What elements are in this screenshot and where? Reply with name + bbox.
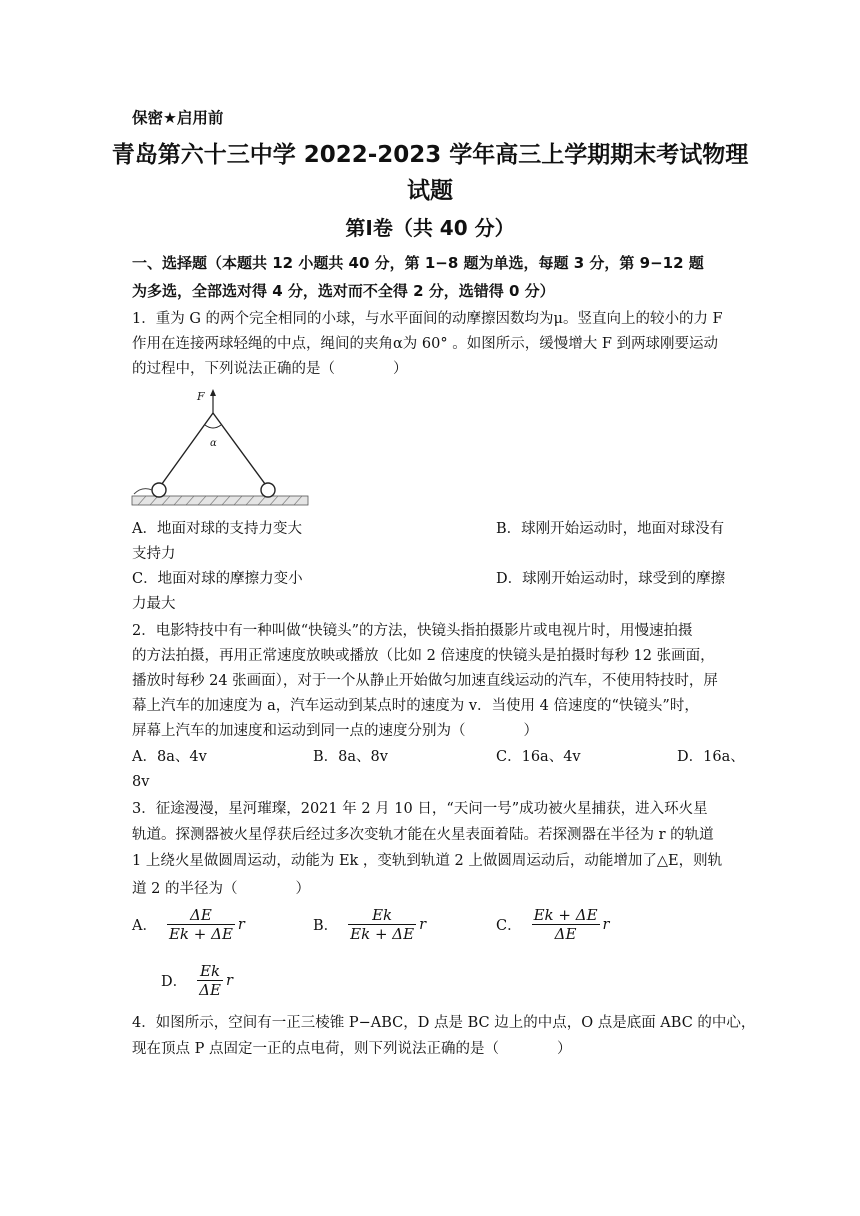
part-heading-line2: 为多选，全部选对得 4 分，选对而不全得 2 分，选错得 0 分） — [132, 282, 555, 300]
q1-line1: 1．重为 G 的两个完全相同的小球，与水平面间的动摩擦因数均为μ。竖直向上的较小的力 F — [132, 311, 723, 327]
q1-option-d-cont: 力最大 — [132, 596, 176, 612]
q1-figure — [128, 386, 318, 510]
section-title: 第Ⅰ卷（共 40 分） — [345, 216, 515, 240]
q2-line5: 屏幕上汽车的加速度和运动到同一点的速度分别为（ ） — [132, 723, 538, 739]
q1-option-a: A．地面对球的支持力变大 — [132, 521, 302, 537]
q2-line3: 播放时每秒 24 张画面），对于一个从静止开始做匀加速直线运动的汽车，不使用特技时，屏 — [132, 673, 718, 689]
q4-line1: 4．如图所示，空间有一正三棱锥 P−ABC，D 点是 BC 边上的中点，O 点是底面 ABC 的中心， — [132, 1015, 756, 1031]
force-label: F — [197, 390, 205, 403]
part-heading: 一、选择题（本题共 12 小题共 40 分，第 1−8 题为单选，每题 3 分，第 9−12 题 — [132, 254, 704, 272]
q3-option-b: B． $\frac{Ek}{Ek + \Delta E}$ r — [313, 906, 427, 943]
q1-option-d: D．球刚开始运动时，球受到的摩擦 — [496, 571, 726, 587]
left-ball — [152, 483, 166, 497]
q2-option-d-cont: 8v — [132, 774, 150, 790]
q3-option-c: C． $\frac{Ek + \Delta E}{\Delta E}$ r — [496, 906, 610, 943]
q4-line2: 现在顶点 P 点固定一正的点电荷，则下列说法正确的是（ ） — [132, 1041, 572, 1057]
q1-option-b: B．球刚开始运动时，地面对球没有 — [496, 521, 725, 537]
q3-line4: 道 2 的半径为（ ） — [132, 881, 310, 897]
q2-line1: 2．电影特技中有一种叫做“快镜头”的方法，快镜头指拍摄影片或电视片时，用慢速拍摄 — [132, 623, 693, 639]
page-title: 青岛第六十三中学 2022-2023 学年高三上学期期末考试物理 — [111, 142, 749, 168]
q2-option-a: A．8a、4v — [132, 749, 207, 765]
q3-option-d: D． $\frac{Ek}{\Delta E}$ r — [161, 962, 233, 999]
right-string — [213, 413, 268, 488]
q1-line2: 作用在连接两球轻绳的中点，绳间的夹角α为 60° 。如图所示，缓慢增大 F 到两球刚要运动 — [132, 336, 718, 352]
q3-line1: 3．征途漫漫，星河璀璨，2021 年 2 月 10 日，“天问一号”成功被火星捕获，进入环火星 — [132, 801, 708, 817]
angle-arc — [205, 425, 221, 428]
page-title-line2: 试题 — [407, 178, 453, 204]
angle-label: α — [210, 438, 217, 449]
q2-option-c: C．16a、4v — [496, 749, 581, 765]
q3-line3: 1 上绕火星做圆周运动，动能为 Ek ，变轨到轨道 2 上做圆周运动后，动能增加了△E，则轨 — [132, 853, 723, 869]
q1-option-b-cont: 支持力 — [132, 546, 176, 562]
q2-option-d: D．16a、 — [677, 749, 745, 765]
q3-line2: 轨道。探测器被火星俘获后经过多次变轨才能在火星表面着陆。若探测器在半径为 r 的轨道 — [132, 827, 714, 843]
q2-option-b: B．8a、8v — [313, 749, 388, 765]
right-ball — [261, 483, 275, 497]
q2-line4: 幕上汽车的加速度为 a，汽车运动到某点时的速度为 v．当使用 4 倍速度的“快镜头”时， — [132, 698, 699, 714]
q1-line3: 的过程中，下列说法正确的是（ ） — [132, 361, 408, 377]
left-string — [159, 413, 213, 488]
ball-mark — [134, 489, 152, 494]
q1-option-c: C．地面对球的摩擦力变小 — [132, 571, 303, 587]
q3-option-a: A． $\frac{\Delta E}{Ek + \Delta E}$ r — [132, 906, 245, 943]
q2-line2: 的方法拍摄，再用正常速度放映或播放（比如 2 倍速度的快镜头是拍摄时每秒 12 张画面， — [132, 648, 715, 664]
confidential-label: 保密★启用前 — [132, 109, 224, 127]
